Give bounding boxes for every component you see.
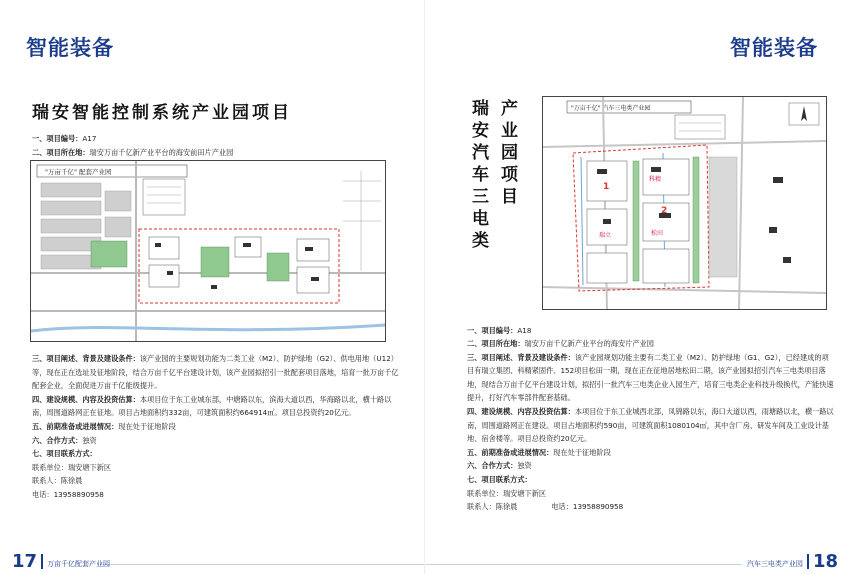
map-title: "万亩千亿" 配套产业园 [45,168,112,176]
contact-person-phone: 联系人：陈徐晨 电话：13958890958 [467,502,624,512]
project-info-top [32,132,402,159]
field-prep: 五、前期准备或进展情况：现在处于征地阶段 [32,421,176,431]
footer-rule [100,564,425,565]
field-code: 一、项目编号：A18 [467,326,532,335]
field-coop: 六、合作方式：独资 [32,435,97,445]
field-location: 二、项目所在地：瑞安万亩千亿新产业平台的海安前田片产业园 [32,147,234,157]
field-scale: 四、建设规模、内容及投资估算：本项目位于东工业城东部，中塘路以东，滨海大道以西，华海路以北，横十路以南，周围道路网正在征地。项目占地面积约332亩，可建筑面积约664914㎡。项目总投资约20亿元。 [32,394,392,418]
footer-divider [41,554,43,569]
map-label-ruili: 瑞立 [599,232,612,239]
page-number: 18 [812,550,838,572]
site-map-drawing [543,97,826,309]
contact-unit: 联系单位：瑞安塘下新区 [467,488,547,498]
field-coop: 六、合作方式：独资 [467,461,532,471]
right-page [425,0,850,574]
site-map [542,96,827,310]
section-header: 智能装备 [730,36,818,60]
page-footer [12,550,111,572]
map-label-2: 2 [661,206,668,216]
project-info-top [467,324,835,338]
footer-text: 汽车三电类产业园 [746,559,803,568]
site-map [30,160,386,342]
footer-divider [807,554,809,569]
field-contact: 七、项目联系方式： [467,474,532,484]
page-number: 17 [12,550,38,572]
field-background: 三、项目阐述、背景及建设条件：该产业园规划功能主要有二类工业（M2）、防护绿地（G1、G2），已经建成的项目有瑞立集团、科精紧固件、152项目松田一期，现在正在征地居地松田二期，该产业园拟招引汽车三电类项目落地，现结合万亩千亿平台建设计划，拟招引一批汽车三电类企业入园生产，培育三电类企业科技升级换代，产能快速提升，打好汽车零部件配套基础。 [467,352,834,403]
project-info-bottom [32,352,402,502]
footer-text: 万亩千亿配套产业园 [47,559,111,568]
site-map-drawing [31,161,385,341]
contact-person: 联系人：陈徐晨 [32,476,83,486]
project-title-col1: 瑞 安 汽 车 三 电 类 [472,99,489,251]
field-contact: 七、项目联系方式： [32,449,97,459]
page-footer [746,550,838,572]
field-code: 一、项目编号：A17 [32,134,97,143]
map-title: "万亩千亿" 汽车三电类产业园 [571,105,651,112]
contact-phone: 电话：13958890958 [32,489,104,499]
map-label-1: 1 [603,182,610,192]
field-prep: 五、前期准备或进展情况：现在处于征地阶段 [467,447,611,457]
project-title-col2: 产 业 园 项 目 [501,99,518,207]
field-location: 二、项目所在地：瑞安万亩千亿新产业平台的海安片产业园 [467,339,654,348]
section-header: 智能装备 [26,36,114,60]
contact-unit: 联系单位：瑞安塘下新区 [32,462,112,472]
field-background: 三、项目阐述、背景及建设条件：该产业园的主要规划功能为二类工业（M2）、防护绿地（G2）、供电用地（U12）等，现在正在选址及征地阶段，结合万亩千亿平台建设计划，该产业园拟招引一批配套项目落地，培育一批万亩千亿配套企业，全面促进万亩千亿能级提升。 [32,354,399,391]
map-label-songtian: 松田 [651,230,664,237]
project-info-bottom [467,337,835,514]
footer-rule [425,564,742,565]
field-scale: 四、建设规模、内容及投资估算：本项目位于东工业城西北部，凤锦路以东，海口大道以西，雨塘路以北，横一路以南，周围道路网正在建设。项目占地面积约590亩，可建筑面积1080104㎡，其中含厂房、研发车间及工业设计基地、宿舍楼等。项目总投资约20亿元。 [467,406,834,444]
map-label-kejing: 科精 [649,176,662,183]
project-title: 瑞安智能控制系统产业园项目 [32,103,292,123]
